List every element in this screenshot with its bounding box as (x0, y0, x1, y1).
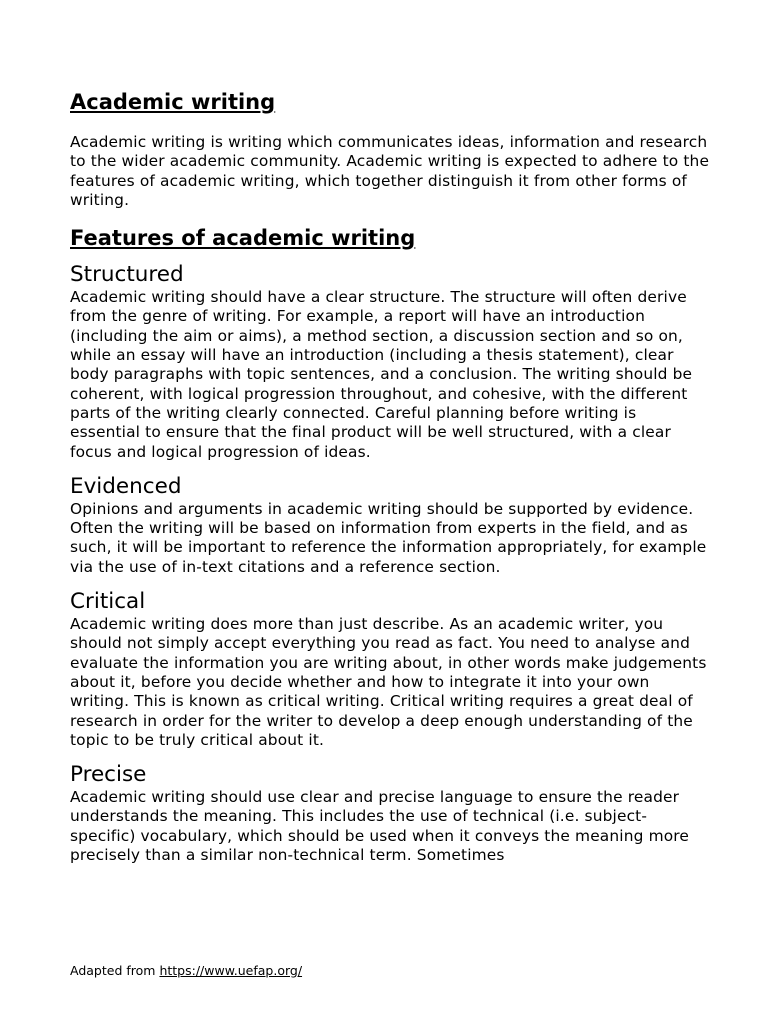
intro-paragraph: Academic writing is writing which communicates ideas, information and research to the wider academic community. Academic writing is expected to adhere to the features of academic writing, which together distinguish it from other forms of writing. (70, 133, 710, 209)
section-heading: Evidenced (70, 473, 182, 499)
page-title: Academic writing (70, 90, 276, 114)
section-body: Academic writing should have a clear structure. The structure will often derive from the genre of writing. For example, a report will have an introduction (including the aim or aims), a method section, a discussion section and so on, while an essay will have an introduction (including a thesis statement), clear body paragraphs with topic sentences, and a conclusion. The writing should be coherent, with logical progression throughout, and cohesive, with the different parts of the writing clearly connected. Careful planning before writing is essential to ensure that the final product will be well structured, with a clear focus and logical progression of ideas. (70, 288, 693, 461)
section-evidenced (70, 474, 710, 577)
section-body: Academic writing should use clear and precise language to ensure the reader understands the meaning. This includes the use of technical (i.e. subject-specific) vocabulary, which should be used when it conveys the meaning more precisely than a similar non-technical term. Sometimes (70, 788, 690, 865)
document-page (70, 88, 710, 865)
source-link[interactable]: https://www.uefap.org/ (159, 963, 303, 978)
section-body: Opinions and arguments in academic writing should be supported by evidence. Often the writing will be based on information from experts in the field, and as such, it will be important to reference the information appropriately, for example via the use of in-text citations and a reference section. (70, 499, 707, 576)
footer-prefix: Adapted from (70, 963, 160, 978)
section-precise (70, 762, 710, 865)
section-heading: Precise (70, 762, 147, 788)
footer-citation (70, 963, 302, 978)
features-heading: Features of academic writing (70, 226, 416, 251)
section-heading: Critical (70, 589, 146, 615)
section-body: Academic writing does more than just describe. As an academic writer, you should not simply accept everything you read as fact. You need to analyse and evaluate the information you are writing about, in other words make judgements about it, before you decide whether and how to integrate it into your own writing. This is known as critical writing. Critical writing requires a great deal of research in order for the writer to develop a deep enough understanding of the topic to be truly critical about it. (70, 615, 707, 749)
section-critical (70, 589, 710, 750)
section-structured (70, 262, 710, 462)
section-heading: Structured (70, 262, 184, 288)
